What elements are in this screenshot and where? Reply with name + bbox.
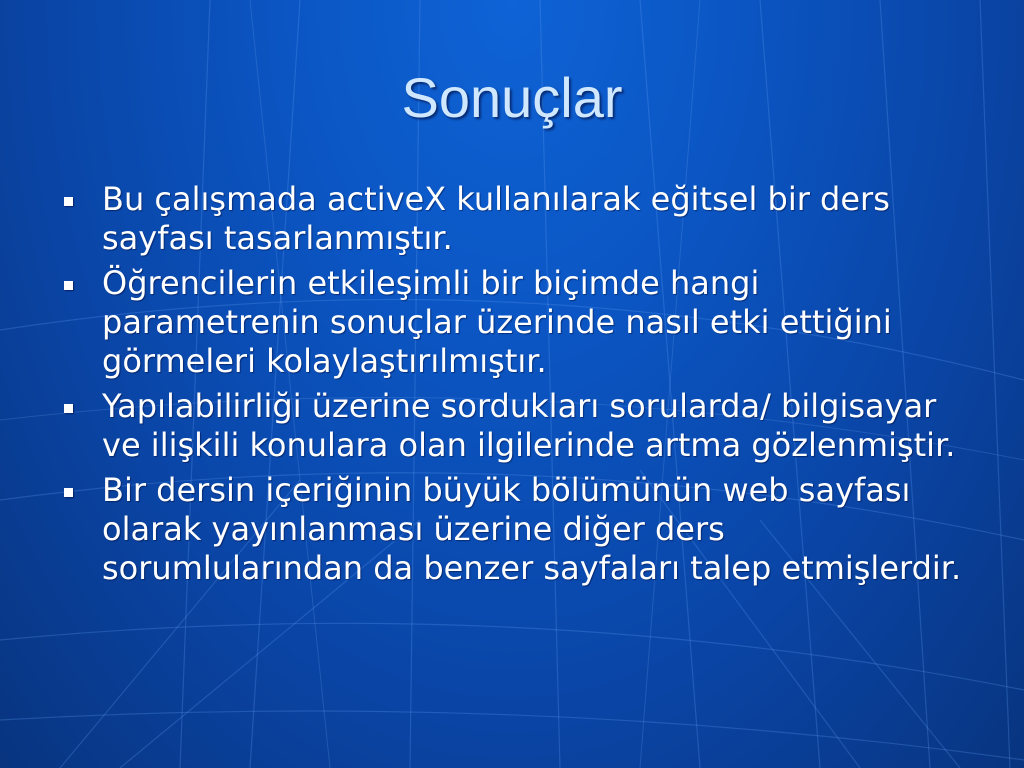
bullet-text: Yapılabilirliği üzerine sordukları sorularda/ bilgisayar ve ilişkili konulara olan ilgilerinde artma gözlenmiştir. bbox=[102, 387, 956, 464]
list-item bbox=[60, 180, 980, 258]
bullet-text: Öğrencilerin etkileşimli bir biçimde hangi parametrenin sonuçlar üzerinde nasıl etki ettiğini görmeleri kolaylaştırılmıştır. bbox=[102, 264, 892, 380]
bullet-list bbox=[60, 180, 980, 594]
bullet-text: Bu çalışmada activeX kullanılarak eğitsel bir ders sayfası tasarlanmıştır. bbox=[102, 180, 890, 257]
square-bullet-icon bbox=[64, 281, 73, 290]
square-bullet-icon bbox=[64, 488, 73, 497]
slide-title: Sonuçlar bbox=[401, 66, 623, 129]
square-bullet-icon bbox=[64, 197, 73, 206]
bullet-text: Bir dersin içeriğinin büyük bölümünün web sayfası olarak yayınlanması üzerine diğer ders sorumlularından da benzer sayfaları talep etmişlerdir. bbox=[102, 471, 962, 587]
square-bullet-icon bbox=[64, 404, 73, 413]
list-item bbox=[60, 264, 980, 381]
list-item bbox=[60, 471, 980, 588]
list-item bbox=[60, 387, 980, 465]
